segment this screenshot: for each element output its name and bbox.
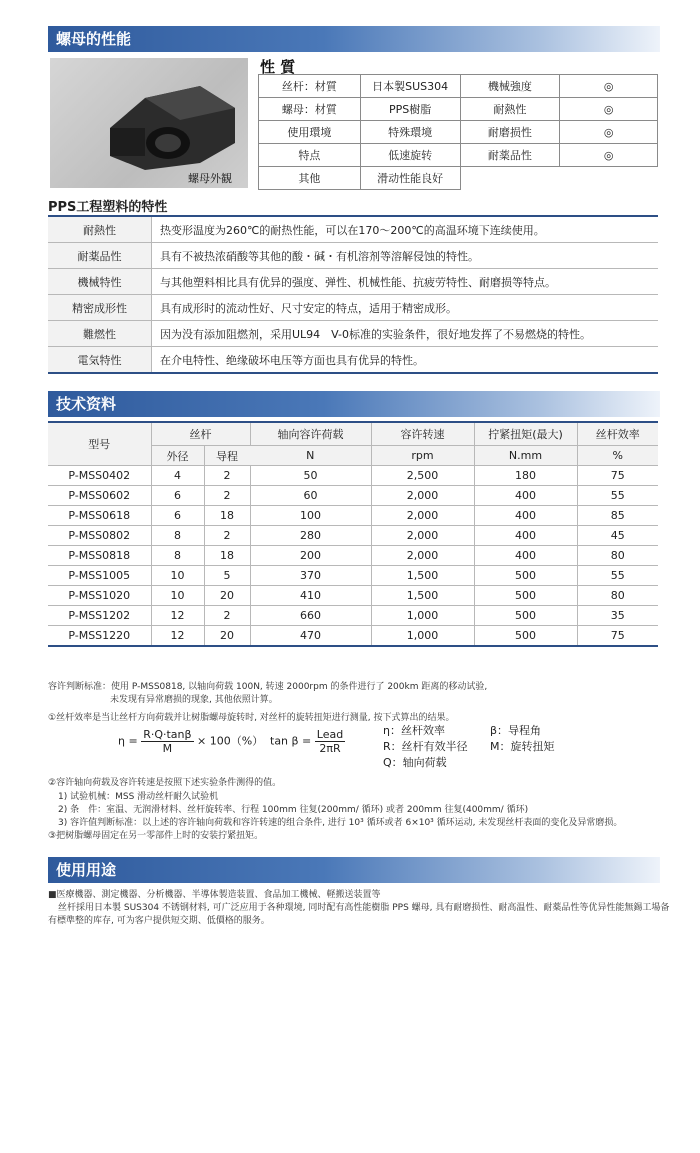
properties-cell bbox=[560, 167, 658, 190]
tech-row bbox=[48, 526, 658, 546]
tech-cell: 4 bbox=[151, 466, 204, 486]
legend-r: R：丝杆有效半径 bbox=[383, 740, 468, 753]
tech-cell: 45 bbox=[577, 526, 658, 546]
tech-cell: P-MSS0602 bbox=[48, 486, 151, 506]
th-model: 型号 bbox=[48, 422, 151, 466]
legend-eta: η：丝杆效率 bbox=[383, 724, 445, 737]
usage-line-3: 有標準整的库存, 可为客户提供短交期、低價格的服务。 bbox=[48, 916, 270, 926]
properties-cell: 丝杆：材質 bbox=[259, 75, 361, 98]
note-judgment: 3) 容许值判断标准：以上述的容许轴向荷载和容许转速的组合条件, 进行 10³ 循环或者 6×10³ 循环运动, 未发现丝杆表面的变化及异常磨损。 bbox=[58, 818, 623, 828]
tech-row bbox=[48, 586, 658, 606]
th-load: 轴向容许荷载 bbox=[250, 422, 371, 446]
usage-line-2: 丝杆採用日本製 SUS304 不锈钢材料, 可广泛应用于各种環境, 同时配有高性能樹脂 PPS 螺母, 具有耐磨损性、耐高温性、耐薬品性等优异性能無錫工場备 bbox=[58, 903, 670, 913]
tech-cell: 6 bbox=[151, 486, 204, 506]
tech-row bbox=[48, 606, 658, 626]
th-load-unit: N bbox=[250, 446, 371, 466]
tech-row bbox=[48, 506, 658, 526]
properties-row bbox=[259, 75, 658, 98]
properties-row bbox=[259, 167, 658, 190]
photo-caption: 螺母外観 bbox=[188, 172, 232, 185]
tech-cell: 50 bbox=[250, 466, 371, 486]
tech-cell: 500 bbox=[474, 586, 577, 606]
tech-row bbox=[48, 546, 658, 566]
tech-cell: 500 bbox=[474, 626, 577, 647]
properties-cell: 特殊環境 bbox=[360, 121, 460, 144]
properties-cell: ◎ bbox=[560, 75, 658, 98]
th-od: 外径 bbox=[151, 446, 204, 466]
tech-cell: 2 bbox=[204, 486, 250, 506]
properties-cell: 低速旋转 bbox=[360, 144, 460, 167]
properties-cell: ◎ bbox=[560, 144, 658, 167]
pps-description: 在介电特性、绝缘破坏电压等方面也具有优异的特性。 bbox=[152, 347, 659, 374]
pps-property: 耐薬品性 bbox=[48, 243, 152, 269]
tech-cell: 10 bbox=[151, 566, 204, 586]
tech-cell: P-MSS0802 bbox=[48, 526, 151, 546]
tech-cell: 2,000 bbox=[371, 506, 474, 526]
tech-cell: P-MSS1202 bbox=[48, 606, 151, 626]
tech-cell: 85 bbox=[577, 506, 658, 526]
pps-row bbox=[48, 347, 658, 374]
pps-property: 機械特性 bbox=[48, 269, 152, 295]
tech-cell: 1,000 bbox=[371, 606, 474, 626]
properties-cell: ◎ bbox=[560, 98, 658, 121]
tech-cell: 75 bbox=[577, 626, 658, 647]
formula-fraction bbox=[141, 728, 193, 755]
th-eff-unit: % bbox=[577, 446, 658, 466]
tan-num: Lead bbox=[316, 728, 344, 741]
tech-cell: 12 bbox=[151, 606, 204, 626]
tech-cell: 2,000 bbox=[371, 486, 474, 506]
tech-cell: 35 bbox=[577, 606, 658, 626]
tech-cell: 1,500 bbox=[371, 586, 474, 606]
legend-beta: β：导程角 bbox=[490, 724, 542, 737]
tech-row bbox=[48, 566, 658, 586]
tech-cell: 410 bbox=[250, 586, 371, 606]
tech-cell: 400 bbox=[474, 486, 577, 506]
nut-photo bbox=[50, 58, 248, 188]
th-screw: 丝杆 bbox=[151, 422, 250, 446]
formula-tail: × 100（%） bbox=[197, 734, 264, 748]
tech-cell: P-MSS0618 bbox=[48, 506, 151, 526]
tech-cell: 5 bbox=[204, 566, 250, 586]
tech-cell: 2 bbox=[204, 526, 250, 546]
pps-property: 電気特性 bbox=[48, 347, 152, 374]
tech-table bbox=[48, 421, 658, 647]
tech-cell: 60 bbox=[250, 486, 371, 506]
properties-cell: 滑动性能良好 bbox=[360, 167, 460, 190]
properties-cell: ◎ bbox=[560, 121, 658, 144]
pps-row bbox=[48, 321, 658, 347]
tech-cell: 2 bbox=[204, 466, 250, 486]
properties-row bbox=[259, 121, 658, 144]
tech-cell: P-MSS1020 bbox=[48, 586, 151, 606]
tech-cell: P-MSS1005 bbox=[48, 566, 151, 586]
pps-description: 与其他塑料相比具有优异的强度、弹性、机械性能、抗疲劳特性、耐磨损等特点。 bbox=[152, 269, 659, 295]
efficiency-formula bbox=[118, 728, 263, 755]
legend-q: Q：轴向荷载 bbox=[383, 756, 447, 769]
formula-legend-left bbox=[383, 723, 468, 771]
tan-fraction bbox=[315, 728, 345, 755]
formula-den: M bbox=[162, 742, 173, 755]
pps-title: PPS工程塑料的特性 bbox=[48, 200, 168, 215]
note-torque: ③把树脂螺母固定在另一零部件上时的安装拧紧扭矩。 bbox=[48, 831, 264, 841]
tech-cell: 400 bbox=[474, 526, 577, 546]
properties-cell: 耐薬品性 bbox=[460, 144, 560, 167]
tech-cell: P-MSS1220 bbox=[48, 626, 151, 647]
tech-row bbox=[48, 466, 658, 486]
th-eff: 丝杆效率 bbox=[577, 422, 658, 446]
properties-row bbox=[259, 144, 658, 167]
th-torque: 拧紧扭矩(最大) bbox=[474, 422, 577, 446]
properties-row bbox=[259, 98, 658, 121]
tan-label: tan β = bbox=[270, 734, 312, 748]
tech-cell: 2,000 bbox=[371, 546, 474, 566]
nut-image bbox=[50, 58, 248, 188]
pps-description: 具有不被热浓硝酸等其他的酸・碱・有机溶剂等溶解侵蚀的特性。 bbox=[152, 243, 659, 269]
section-title-nut-performance: 螺母的性能 bbox=[48, 26, 660, 52]
formula-legend-right bbox=[490, 723, 555, 755]
section-title-tech: 技术资料 bbox=[48, 391, 660, 417]
tech-cell: 20 bbox=[204, 626, 250, 647]
pps-property: 耐熱性 bbox=[48, 216, 152, 243]
pps-property: 精密成形性 bbox=[48, 295, 152, 321]
tech-cell: 1,000 bbox=[371, 626, 474, 647]
pps-description: 因为没有添加阻燃剂，采用UL94 V-0标准的实验条件，很好地发挥了不易燃烧的特性。 bbox=[152, 321, 659, 347]
tech-row bbox=[48, 626, 658, 647]
properties-cell: 特点 bbox=[259, 144, 361, 167]
tech-cell: 2,000 bbox=[371, 526, 474, 546]
tech-cell: 75 bbox=[577, 466, 658, 486]
tech-cell: 280 bbox=[250, 526, 371, 546]
properties-cell: 機械強度 bbox=[460, 75, 560, 98]
properties-cell: 使用環境 bbox=[259, 121, 361, 144]
tech-cell: 18 bbox=[204, 506, 250, 526]
tan-formula bbox=[270, 728, 345, 755]
th-torque-unit: N.mm bbox=[474, 446, 577, 466]
tech-cell: 100 bbox=[250, 506, 371, 526]
properties-cell bbox=[460, 167, 560, 190]
tech-cell: 500 bbox=[474, 566, 577, 586]
note-allowable: ②容许轴向荷载及容许转速是按照下述实验条件测得的值。 bbox=[48, 778, 282, 788]
properties-cell: PPS樹脂 bbox=[360, 98, 460, 121]
properties-cell: 耐熱性 bbox=[460, 98, 560, 121]
note-test-machine: 1) 试验机械：MSS 滑动丝杆耐久试验机 bbox=[58, 792, 219, 802]
tech-cell: 2 bbox=[204, 606, 250, 626]
tech-cell: 80 bbox=[577, 586, 658, 606]
tech-cell: 80 bbox=[577, 546, 658, 566]
properties-cell: 其他 bbox=[259, 167, 361, 190]
tech-cell: P-MSS0402 bbox=[48, 466, 151, 486]
th-lead: 导程 bbox=[204, 446, 250, 466]
tech-cell: 660 bbox=[250, 606, 371, 626]
properties-cell: 螺母：材質 bbox=[259, 98, 361, 121]
legend-m: M：旋转扭矩 bbox=[490, 740, 555, 753]
pps-row bbox=[48, 243, 658, 269]
tech-cell: 400 bbox=[474, 506, 577, 526]
tech-cell: 8 bbox=[151, 526, 204, 546]
pps-description: 热变形温度为260℃的耐热性能，可以在170～200℃的高温环境下连续使用。 bbox=[152, 216, 659, 243]
tech-cell: 370 bbox=[250, 566, 371, 586]
tech-cell: 200 bbox=[250, 546, 371, 566]
properties-title: 性 質 bbox=[260, 58, 296, 76]
tech-cell: 6 bbox=[151, 506, 204, 526]
tech-cell: 55 bbox=[577, 486, 658, 506]
properties-cell: 日本製SUS304 bbox=[360, 75, 460, 98]
tech-cell: 10 bbox=[151, 586, 204, 606]
tan-den: 2πR bbox=[319, 742, 341, 755]
pps-row bbox=[48, 295, 658, 321]
note-criteria-2: 未发现有异常磨损的现象, 其他依照计算。 bbox=[110, 695, 278, 705]
tech-cell: 18 bbox=[204, 546, 250, 566]
section-title-usage: 使用用途 bbox=[48, 857, 660, 883]
pps-description: 具有成形时的流动性好、尺寸安定的特点，适用于精密成形。 bbox=[152, 295, 659, 321]
tech-cell: 8 bbox=[151, 546, 204, 566]
tech-row bbox=[48, 486, 658, 506]
usage-text bbox=[48, 889, 669, 928]
tech-cell: 12 bbox=[151, 626, 204, 647]
pps-property: 難燃性 bbox=[48, 321, 152, 347]
tech-cell: 20 bbox=[204, 586, 250, 606]
tech-cell: 180 bbox=[474, 466, 577, 486]
usage-line-1: ■医療機器、測定機器、分析機器、半導体製造装置、食品加工機械、軽搬送装置等 bbox=[48, 890, 381, 900]
pps-row bbox=[48, 216, 658, 243]
th-speed: 容许转速 bbox=[371, 422, 474, 446]
pps-table bbox=[48, 215, 658, 374]
tech-cell: P-MSS0818 bbox=[48, 546, 151, 566]
note-efficiency: ①丝杆效率是当让丝杆方向荷载并让树脂螺母旋转时, 对丝杆的旋转扭矩进行测量, 按下式算出的结果。 bbox=[48, 713, 455, 723]
th-speed-unit: rpm bbox=[371, 446, 474, 466]
formula-num: R·Q·tanβ bbox=[143, 728, 192, 741]
tech-cell: 2,500 bbox=[371, 466, 474, 486]
tech-cell: 1,500 bbox=[371, 566, 474, 586]
note-test-conditions: 2) 条 件：室温、无润滑材料、丝杆旋转率、行程 100mm 往复(200mm/ 循环) 或者 200mm 往复(400mm/ 循环) bbox=[58, 805, 529, 815]
tech-cell: 400 bbox=[474, 546, 577, 566]
note-criteria: 容许判断标准：使用 P-MSS0818, 以轴向荷载 100N, 转速 2000rpm 的条件进行了 200km 距离的移动试验, bbox=[48, 682, 488, 692]
properties-cell: 耐磨损性 bbox=[460, 121, 560, 144]
tech-cell: 55 bbox=[577, 566, 658, 586]
formula-eta: η = bbox=[118, 734, 138, 748]
pps-row bbox=[48, 269, 658, 295]
tech-cell: 470 bbox=[250, 626, 371, 647]
properties-table bbox=[258, 74, 658, 190]
tech-cell: 500 bbox=[474, 606, 577, 626]
